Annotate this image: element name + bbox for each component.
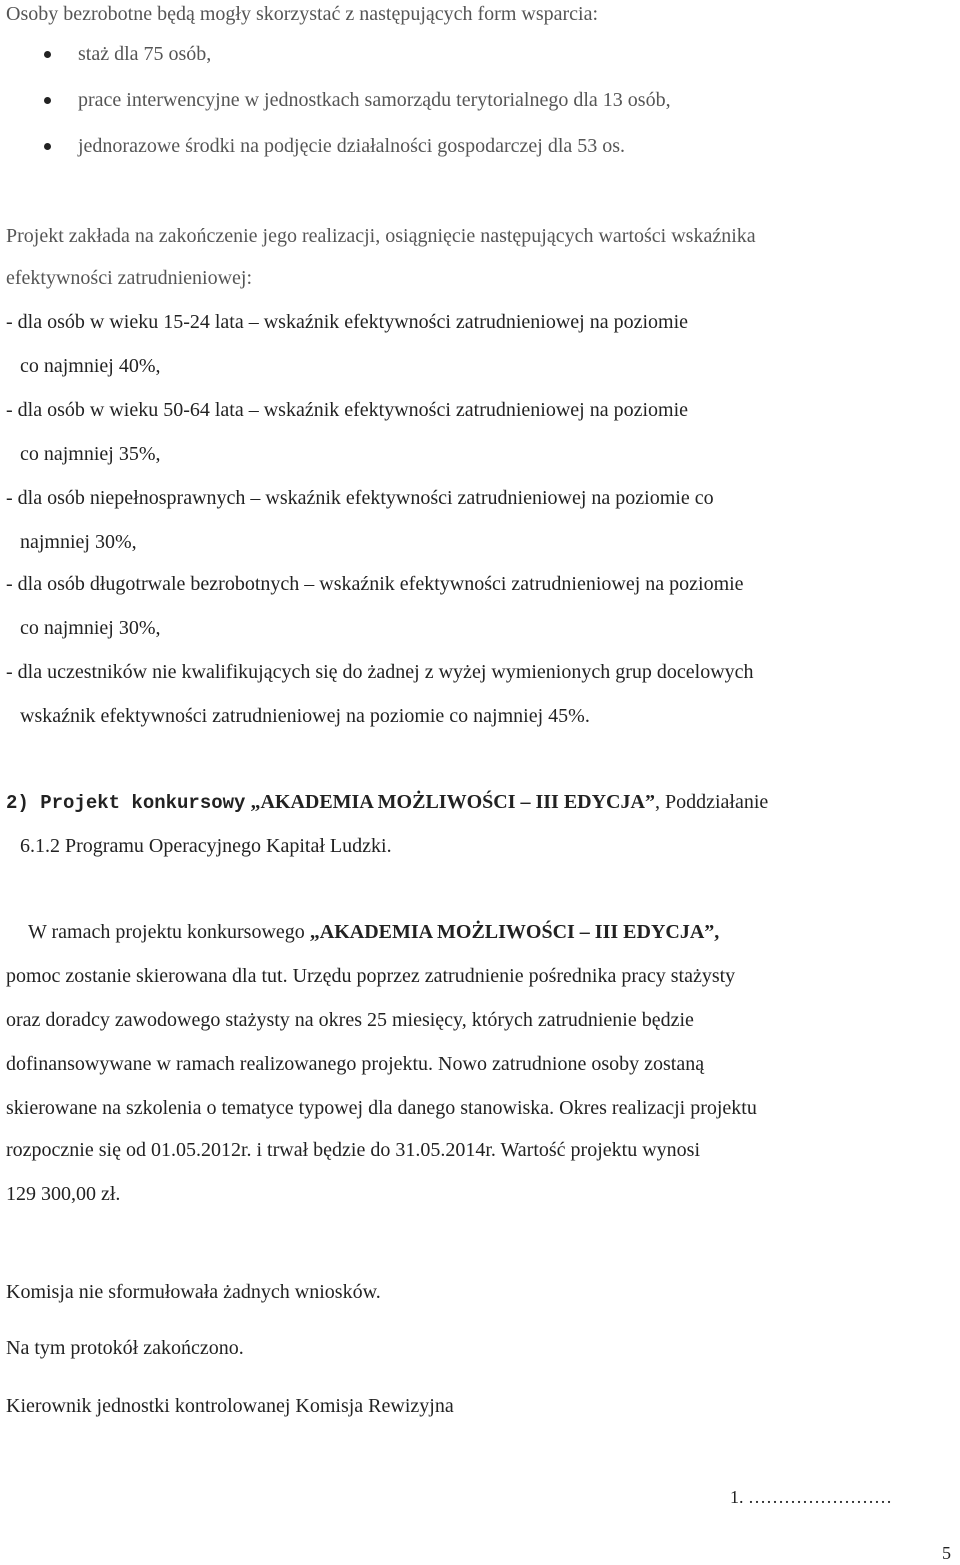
paragraph-prefix: W ramach projektu konkursowego xyxy=(28,921,305,943)
signature-line: 1. …………………… xyxy=(730,1487,892,1507)
indicator-line: - dla osób długotrwale bezrobotnych – wskaźnik efektywności zatrudnieniowej na poziomie xyxy=(6,573,744,595)
bullet-icon xyxy=(44,97,51,104)
paragraph-project-title: „AKADEMIA MOŻLIWOŚCI – III EDYCJA”, xyxy=(309,921,720,943)
bullet-icon xyxy=(44,51,51,58)
paragraph-line: skierowane na szkolenia o tematyce typowej dla danego stanowiska. Okres realizacji projektu xyxy=(6,1097,757,1119)
paragraph-line: dofinansowywane w ramach realizowanego projektu. Nowo zatrudnione osoby zostaną xyxy=(6,1053,705,1075)
heading-title: „AKADEMIA MOŻLIWOŚCI – III EDYCJA” xyxy=(250,791,655,813)
paragraph-line xyxy=(28,920,719,944)
indicator-line: - dla uczestników nie kwalifikujących się do żadnej z wyżej wymienionych grup docelowych xyxy=(6,661,754,683)
indicator-line: - dla osób niepełnosprawnych – wskaźnik efektywności zatrudnieniowej na poziomie co xyxy=(6,487,714,509)
list-item-text: prace interwencyjne w jednostkach samorządu terytorialnego dla 13 osób, xyxy=(78,89,671,111)
heading-prefix: 2) Projekt konkursowy xyxy=(6,792,246,814)
indicator-line: co najmniej 30%, xyxy=(20,617,161,639)
closing-text: Na tym protokół zakończono. xyxy=(6,1337,244,1359)
page-number: 5 xyxy=(942,1543,951,1563)
paragraph-line: 129 300,00 zł. xyxy=(6,1183,121,1205)
indicator-line: - dla osób w wieku 50-64 lata – wskaźnik efektywności zatrudnieniowej na poziomie xyxy=(6,399,689,421)
list-item-text: jednorazowe środki na podjęcie działalności gospodarczej dla 53 os. xyxy=(78,135,626,157)
indicator-line: co najmniej 35%, xyxy=(20,443,161,465)
bullet-icon xyxy=(44,143,51,150)
paragraph-line: pomoc zostanie skierowana dla tut. Urzędu poprzez zatrudnienie pośrednika pracy stażysty xyxy=(6,965,736,987)
paragraph-line: oraz doradcy zawodowego stażysty na okres 25 miesięcy, których zatrudnienie będzie xyxy=(6,1009,694,1031)
kierownik-text: Kierownik jednostki kontrolowanej Komisja Rewizyjna xyxy=(6,1395,454,1417)
indicator-line: - dla osób w wieku 15-24 lata – wskaźnik efektywności zatrudnieniowej na poziomie xyxy=(6,311,689,333)
indicator-line: najmniej 30%, xyxy=(20,531,137,553)
heading-suffix: , Poddziałanie xyxy=(654,791,769,813)
section-heading xyxy=(6,790,768,815)
intro-text: Osoby bezrobotne będą mogły skorzystać z następujących form wsparcia: xyxy=(6,3,599,25)
list-item-text: staż dla 75 osób, xyxy=(78,43,212,65)
section-heading-line2: 6.1.2 Programu Operacyjnego Kapitał Ludzki. xyxy=(20,835,392,857)
paragraph-line: rozpocznie się od 01.05.2012r. i trwał będzie do 31.05.2014r. Wartość projektu wynosi xyxy=(6,1139,700,1161)
projekt-paragraph-line: efektywności zatrudnieniowej: xyxy=(6,267,253,289)
indicator-line: co najmniej 40%, xyxy=(20,355,161,377)
projekt-paragraph-line: Projekt zakłada na zakończenie jego realizacji, osiągnięcie następujących wartości wskaźnika xyxy=(6,225,756,247)
indicator-line: wskaźnik efektywności zatrudnieniowej na poziomie co najmniej 45%. xyxy=(20,705,590,727)
komisja-text: Komisja nie sformułowała żadnych wniosków. xyxy=(6,1281,381,1303)
